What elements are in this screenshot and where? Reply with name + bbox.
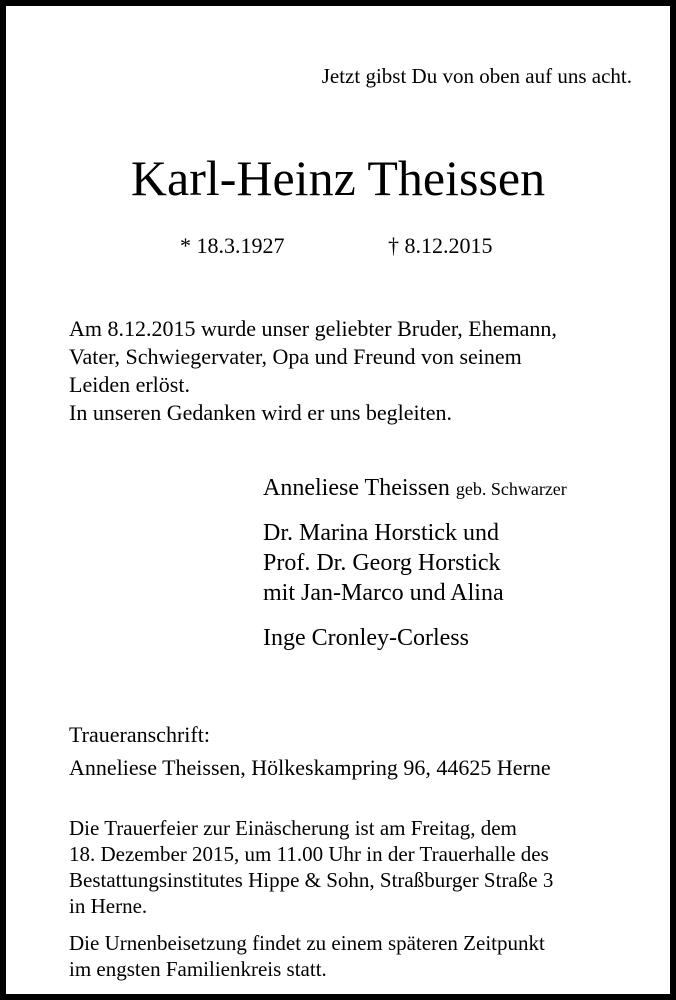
other-mourner: Inge Cronley-Corless — [263, 625, 469, 651]
family-line: mit Jan-Marco und Alina — [263, 580, 504, 606]
mourning-address — [69, 718, 551, 784]
ceremony-line: 18. Dezember 2015, um 11.00 Uhr in der Trauerhalle des — [69, 842, 549, 866]
ceremony-line: Bestattungsinstitutes Hippe & Sohn, Straßburger Straße 3 — [69, 868, 554, 892]
ceremony-line: Die Trauerfeier zur Einäscherung ist am Freitag, dem — [69, 816, 517, 840]
death-date: † 8.12.2015 — [388, 233, 493, 258]
deceased-name: Karl-Heinz Theissen — [130, 150, 546, 206]
widow-name: Anneliese Theissen — [263, 475, 450, 501]
address-label: Traueranschrift: — [69, 722, 210, 747]
intro-line: Am 8.12.2015 wurde unser geliebter Bruder, Ehemann, — [69, 316, 557, 341]
birth-date: * 18.3.1927 — [180, 233, 285, 258]
intro-line: Leiden erlöst. — [69, 372, 190, 397]
mourner-widow — [263, 473, 567, 504]
burial-paragraph — [69, 930, 545, 982]
motto-text: Jetzt gibst Du von oben auf uns acht. — [321, 64, 632, 88]
intro-line: Vater, Schwiegervater, Opa und Freund von seinem — [69, 344, 522, 369]
address-value: Anneliese Theissen, Hölkeskampring 96, 44625 Herne — [69, 755, 551, 780]
ceremony-paragraph — [69, 815, 553, 919]
mourner-family — [263, 518, 504, 608]
family-line: Dr. Marina Horstick und — [263, 520, 499, 546]
intro-paragraph — [69, 315, 557, 427]
intro-line: In unseren Gedanken wird er uns begleiten. — [69, 400, 453, 425]
burial-line: Die Urnenbeisetzung findet zu einem späteren Zeitpunkt — [69, 931, 545, 955]
ceremony-line: in Herne. — [69, 894, 148, 918]
family-line: Prof. Dr. Georg Horstick — [263, 550, 501, 576]
widow-maiden-name: geb. Schwarzer — [455, 479, 567, 499]
mourner-other — [263, 623, 469, 653]
burial-line: im engsten Familienkreis statt. — [69, 957, 327, 981]
